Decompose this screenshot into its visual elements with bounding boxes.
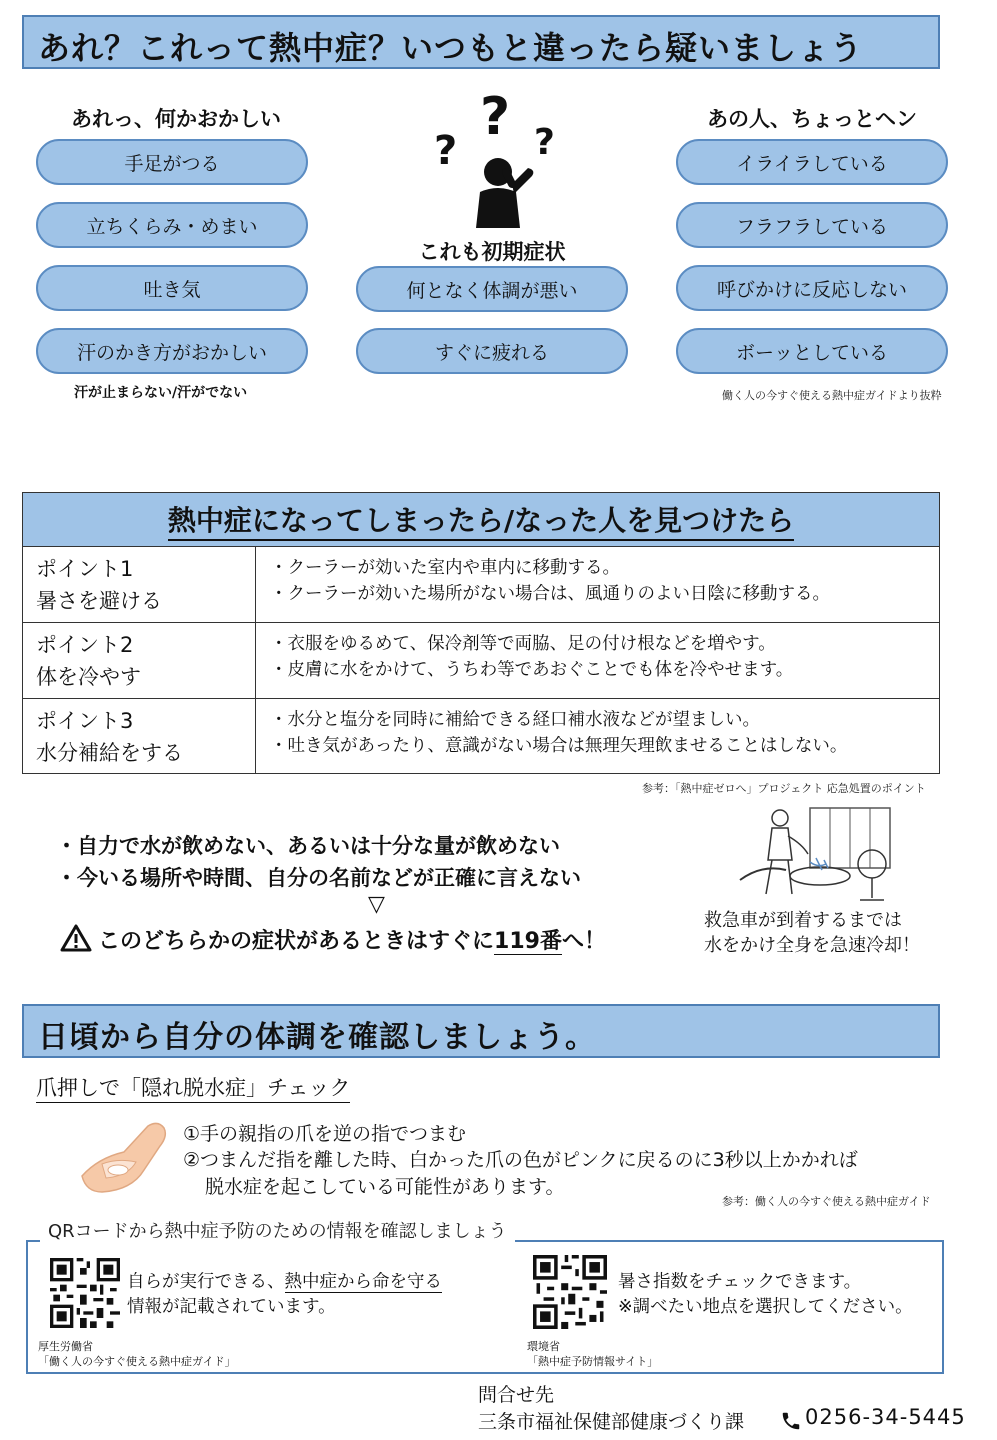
cooling-note-2: 水をかけ全身を急速冷却！ xyxy=(704,935,920,956)
right-source-note: 働く人の今すぐ使える熱中症ガイドより抜粋 xyxy=(722,389,942,402)
phone-icon xyxy=(780,1410,802,1432)
left-symptom-4: 汗のかき方がおかしい xyxy=(36,328,308,374)
qr-right-site: 「熱中症予防情報サイト」 xyxy=(527,1355,659,1368)
nail-step-2b: 脱水症を起こしている可能性があります。 xyxy=(205,1176,565,1198)
cooling-note-1: 救急車が到着するまでは xyxy=(704,910,902,931)
call-number: 119番 xyxy=(494,929,562,954)
emergency-condition-2: ・今いる場所や時間、自分の名前などが正確に言えない xyxy=(56,866,581,890)
qr-right-org: 環境省 xyxy=(527,1340,560,1353)
nail-step-1: ①手の親指の爪を逆の指でつまむ xyxy=(183,1123,467,1145)
qr-right-text xyxy=(618,1270,913,1320)
left-symptom-3: 吐き気 xyxy=(36,265,308,311)
point-label: ポイント2 xyxy=(36,633,134,657)
right-symptom-2: フラフラしている xyxy=(676,202,948,248)
qr-box-label: QRコードから熱中症予防のための情報を確認しましょう xyxy=(40,1217,515,1243)
left-note: 汗が止まらない/汗がでない xyxy=(74,385,248,401)
point-detail xyxy=(256,623,939,698)
point-detail xyxy=(256,699,939,773)
left-symptom-2: 立ちくらみ・めまい xyxy=(36,202,308,248)
qr-left-line1-underline: 熱中症から命を守る xyxy=(284,1272,442,1292)
center-heading: これも初期症状 xyxy=(418,240,566,264)
qr-code-env[interactable] xyxy=(533,1255,607,1329)
call-post: へ！ xyxy=(561,929,606,954)
table-row xyxy=(23,547,939,623)
svg-text:?: ? xyxy=(434,128,458,174)
point-detail xyxy=(256,547,939,622)
section1-header xyxy=(22,15,940,69)
center-symptom-1: 何となく体調が悪い xyxy=(356,266,628,312)
down-arrow-icon: ▽ xyxy=(368,892,385,917)
first-aid-table-title: 熱中症になってしまったら/なった人を見つけたら xyxy=(168,499,794,541)
emergency-condition-1: ・自力で水が飲めない、あるいは十分な量が飲めない xyxy=(56,834,560,858)
qr-left-line1-pre: 自らが実行できる、 xyxy=(127,1272,285,1292)
point-name: 体を冷やす xyxy=(36,665,141,689)
point-name: 暑さを避ける xyxy=(36,589,162,613)
right-symptom-3: 呼びかけに反応しない xyxy=(676,265,948,311)
warning-icon xyxy=(60,924,92,952)
qr-code-mhlw[interactable] xyxy=(50,1258,120,1328)
right-symptom-4: ボーッとしている xyxy=(676,328,948,374)
nail-step-2: ②つまんだ指を離した時、白かった爪の色がピンクに戻るのに3秒以上かかれば xyxy=(183,1149,858,1171)
qr-left-line2: 情報が記載されています。 xyxy=(127,1297,336,1317)
qr-left-text xyxy=(127,1270,442,1320)
confused-person-icon xyxy=(428,92,568,232)
point-cell xyxy=(23,547,256,622)
point-label: ポイント1 xyxy=(36,557,134,581)
detail-line: ・皮膚に水をかけて、うちわ等であおぐことでも体を冷やせます。 xyxy=(270,660,794,680)
table-row xyxy=(23,623,939,699)
contact-label: 問合せ先 xyxy=(478,1384,555,1406)
call-pre: このどちらかの症状があるときはすぐに xyxy=(98,929,495,954)
nail-source-note: 参考：働く人の今すぐ使える熱中症ガイド xyxy=(722,1195,931,1208)
right-symptom-1: イライラしている xyxy=(676,139,948,185)
detail-line: ・クーラーが効いた室内や車内に移動する。 xyxy=(270,558,620,578)
finger-illustration xyxy=(78,1118,170,1196)
qr-left-line1 xyxy=(127,1270,442,1295)
svg-text:?: ? xyxy=(480,92,511,147)
first-aid-table xyxy=(22,492,940,774)
detail-line: ・クーラーが効いた場所がない場合は、風通りのよい日陰に移動する。 xyxy=(270,584,830,604)
point-cell xyxy=(23,699,256,773)
table-source-note: 参考：「熱中症ゼロへ」プロジェクト 応急処置のポイント xyxy=(642,782,926,795)
detail-line: ・吐き気があったり、意識がない場合は無理矢理飲ませることはしない。 xyxy=(270,736,848,756)
contact-dept: 三条市福祉保健部健康づくり課 xyxy=(478,1411,745,1433)
cooling-illustration xyxy=(732,804,902,904)
qr-left-site: 「働く人の今すぐ使える熱中症ガイド」 xyxy=(38,1355,236,1368)
point-label: ポイント3 xyxy=(36,709,134,733)
qr-left-org: 厚生労働省 xyxy=(38,1340,93,1353)
section1-title: あれ？これって熱中症？いつもと違ったら疑いましょう xyxy=(38,29,864,67)
svg-text:?: ? xyxy=(534,122,555,163)
left-heading: あれっ、何かおかしい xyxy=(71,107,281,131)
contact-phone[interactable]: 0256-34-5445 xyxy=(805,1405,966,1429)
point-cell xyxy=(23,623,256,698)
qr-right-line1: 暑さ指数をチェックできます。 xyxy=(618,1272,862,1292)
nail-check-title: 爪押しで「隠れ脱水症」チェック xyxy=(36,1074,350,1103)
section3-header xyxy=(22,1004,940,1058)
section3-title: 日頃から自分の体調を確認しましょう。 xyxy=(38,1020,596,1055)
first-aid-table-header xyxy=(23,493,939,547)
qr-right-line2: ※調べたい地点を選択してください。 xyxy=(618,1297,913,1317)
center-symptom-2: すぐに疲れる xyxy=(356,328,628,374)
point-name: 水分補給をする xyxy=(36,741,183,765)
detail-line: ・衣服をゆるめて、保冷剤等で両脇、足の付け根などを増やす。 xyxy=(270,634,776,654)
emergency-call-text xyxy=(98,924,606,955)
detail-line: ・水分と塩分を同時に補給できる経口補水液などが望ましい。 xyxy=(270,710,760,730)
left-symptom-1: 手足がつる xyxy=(36,139,308,185)
table-row xyxy=(23,699,939,773)
right-heading: あの人、ちょっとヘン xyxy=(707,107,917,131)
